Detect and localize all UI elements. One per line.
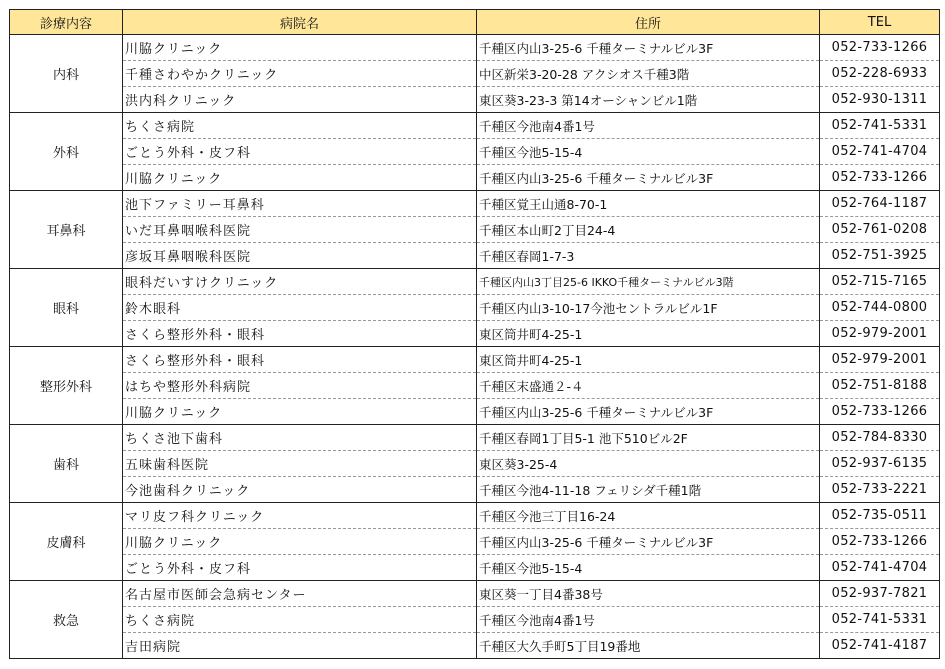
tel-cell: 052-744-0800	[820, 295, 940, 321]
address-cell: 千種区大久手町5丁目19番地	[477, 633, 820, 659]
tel-cell: 052-979-2001	[820, 321, 940, 347]
table-row	[10, 35, 940, 61]
tel-cell: 052-751-8188	[820, 373, 940, 399]
hospital-name-cell: 川脇クリニック	[123, 399, 477, 425]
address-cell: 千種区春岡1-7-3	[477, 243, 820, 269]
header-category: 診療内容	[10, 10, 123, 35]
category-cell: 眼科	[10, 269, 123, 347]
category-cell: 整形外科	[10, 347, 123, 425]
address-cell: 千種区内山3-25-6 千種ターミナルビル3F	[477, 165, 820, 191]
table-row	[10, 477, 940, 503]
table-row	[10, 373, 940, 399]
address-cell: 中区新栄3-20-28 アクシオス千種3階	[477, 61, 820, 87]
hospital-name-cell: いだ耳鼻咽喉科医院	[123, 217, 477, 243]
hospital-name-cell: 名古屋市医師会急病センター	[123, 581, 477, 607]
address-cell: 東区葵3-23-3 第14オーシャンビル1階	[477, 87, 820, 113]
address-cell: 千種区今池南4番1号	[477, 607, 820, 633]
header-name: 病院名	[123, 10, 477, 35]
table-row	[10, 451, 940, 477]
header-address: 住所	[477, 10, 820, 35]
hospital-name-cell: はちや整形外科病院	[123, 373, 477, 399]
tel-cell: 052-979-2001	[820, 347, 940, 373]
table-row	[10, 555, 940, 581]
category-cell: 内科	[10, 35, 123, 113]
tel-cell: 052-735-0511	[820, 503, 940, 529]
category-cell: 外科	[10, 113, 123, 191]
table-row	[10, 217, 940, 243]
tel-cell: 052-715-7165	[820, 269, 940, 295]
hospital-name-cell: マリ皮フ科クリニック	[123, 503, 477, 529]
tel-cell: 052-751-3925	[820, 243, 940, 269]
hospital-name-cell: 千種さわやかクリニック	[123, 61, 477, 87]
hospital-name-cell: 川脇クリニック	[123, 529, 477, 555]
table-row	[10, 87, 940, 113]
hospital-name-cell: ちくさ池下歯科	[123, 425, 477, 451]
address-cell: 千種区今池4-11-18 フェリシダ千種1階	[477, 477, 820, 503]
hospital-name-cell: 今池歯科クリニック	[123, 477, 477, 503]
hospital-name-cell: 池下ファミリー耳鼻科	[123, 191, 477, 217]
address-cell: 東区筒井町4-25-1	[477, 321, 820, 347]
table-row	[10, 113, 940, 139]
hospital-name-cell: 川脇クリニック	[123, 35, 477, 61]
address-cell: 千種区末盛通２-４	[477, 373, 820, 399]
hospital-name-cell: 吉田病院	[123, 633, 477, 659]
address-cell: 千種区今池5-15-4	[477, 555, 820, 581]
table-row	[10, 425, 940, 451]
hospital-name-cell: さくら整形外科・眼科	[123, 321, 477, 347]
table-row	[10, 165, 940, 191]
table-row	[10, 139, 940, 165]
address-cell: 千種区内山3-25-6 千種ターミナルビル3F	[477, 529, 820, 555]
category-cell: 皮膚科	[10, 503, 123, 581]
tel-cell: 052-761-0208	[820, 217, 940, 243]
table-row	[10, 191, 940, 217]
tel-cell: 052-937-7821	[820, 581, 940, 607]
table-body	[10, 35, 940, 659]
table-row	[10, 607, 940, 633]
hospital-name-cell: ごとう外科・皮フ科	[123, 139, 477, 165]
tel-cell: 052-733-1266	[820, 35, 940, 61]
address-cell: 千種区内山3-25-6 千種ターミナルビル3F	[477, 35, 820, 61]
hospital-name-cell: 川脇クリニック	[123, 165, 477, 191]
tel-cell: 052-741-4704	[820, 555, 940, 581]
tel-cell: 052-741-4187	[820, 633, 940, 659]
tel-cell: 052-733-1266	[820, 399, 940, 425]
table-row	[10, 321, 940, 347]
address-cell: 千種区覚王山通8-70-1	[477, 191, 820, 217]
tel-cell: 052-733-1266	[820, 165, 940, 191]
tel-cell: 052-741-5331	[820, 113, 940, 139]
tel-cell: 052-930-1311	[820, 87, 940, 113]
tel-cell: 052-741-4704	[820, 139, 940, 165]
address-cell: 千種区今池南4番1号	[477, 113, 820, 139]
tel-cell: 052-733-1266	[820, 529, 940, 555]
address-cell: 千種区内山3-10-17今池セントラルビル1F	[477, 295, 820, 321]
table-row	[10, 503, 940, 529]
table-row	[10, 243, 940, 269]
hospital-name-cell: 眼科だいすけクリニック	[123, 269, 477, 295]
table-row	[10, 347, 940, 373]
address-cell: 千種区今池5-15-4	[477, 139, 820, 165]
category-cell: 歯科	[10, 425, 123, 503]
hospital-name-cell: ごとう外科・皮フ科	[123, 555, 477, 581]
address-cell: 東区葵3-25-4	[477, 451, 820, 477]
category-cell: 救急	[10, 581, 123, 659]
hospital-name-cell: 彦坂耳鼻咽喉科医院	[123, 243, 477, 269]
table-row	[10, 633, 940, 659]
tel-cell: 052-764-1187	[820, 191, 940, 217]
table-row	[10, 399, 940, 425]
tel-cell: 052-733-2221	[820, 477, 940, 503]
hospital-name-cell: 鈴木眼科	[123, 295, 477, 321]
hospital-name-cell: 五味歯科医院	[123, 451, 477, 477]
table-row	[10, 581, 940, 607]
header-tel: TEL	[820, 10, 940, 35]
category-cell: 耳鼻科	[10, 191, 123, 269]
clinic-table	[9, 9, 940, 659]
hospital-name-cell: さくら整形外科・眼科	[123, 347, 477, 373]
hospital-name-cell: ちくさ病院	[123, 113, 477, 139]
tel-cell: 052-937-6135	[820, 451, 940, 477]
tel-cell: 052-741-5331	[820, 607, 940, 633]
address-cell: 千種区本山町2丁目24-4	[477, 217, 820, 243]
table-row	[10, 61, 940, 87]
address-cell: 千種区内山3丁目25-6 IKKO千種ターミナルビル3階	[477, 269, 820, 295]
header-row	[10, 10, 940, 35]
tel-cell: 052-784-8330	[820, 425, 940, 451]
table-row	[10, 269, 940, 295]
address-cell: 千種区今池三丁目16-24	[477, 503, 820, 529]
table-row	[10, 295, 940, 321]
address-cell: 東区葵一丁目4番38号	[477, 581, 820, 607]
address-cell: 東区筒井町4-25-1	[477, 347, 820, 373]
address-cell: 千種区春岡1丁目5-1 池下510ビル2F	[477, 425, 820, 451]
hospital-name-cell: 洪内科クリニック	[123, 87, 477, 113]
tel-cell: 052-228-6933	[820, 61, 940, 87]
address-cell: 千種区内山3-25-6 千種ターミナルビル3F	[477, 399, 820, 425]
hospital-name-cell: ちくさ病院	[123, 607, 477, 633]
table-row	[10, 529, 940, 555]
